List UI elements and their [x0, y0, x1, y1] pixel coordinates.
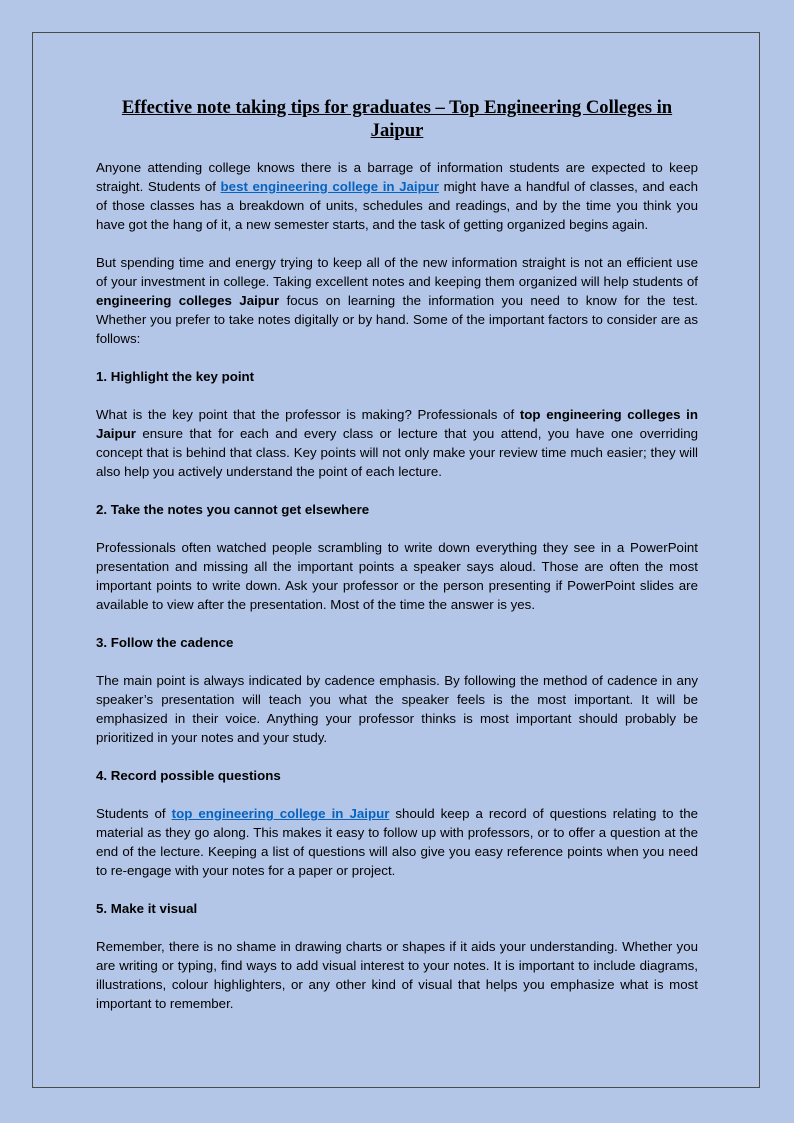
section-heading-4: 4. Record possible questions	[96, 768, 281, 783]
top-engineering-college-link[interactable]: top engineering college in Jaipur	[171, 806, 390, 821]
best-engineering-college-link[interactable]: best engineering college in Jaipur	[220, 179, 440, 194]
intro-paragraph: Anyone attending college knows there is a barrage of information students are expected to keep straight. Students of best engineering college in Jaipur might have a handful of classes, and each of those classes has a breakdown of units, schedules and readings, and by the time you think you have got the hang of it, a new semester starts, and the task of getting organized begins again.	[96, 160, 698, 232]
section-1-paragraph: What is the key point that the professor is making? Professionals of top engineering colleges in Jaipur ensure that for each and every class or lecture that you attend, you have one overriding concept that is behind that class. Key points will not only make your review time much easier; they will also help you actively understand the point of each lecture.	[96, 407, 698, 479]
section-5-paragraph: Remember, there is no shame in drawing charts or shapes if it aids your understanding. Whether you are writing or typing, find ways to add visual interest to your notes. It is important to include diagrams, illustrations, colour highlighters, or any other kind of visual that helps you emphasize what is most important to remember.	[96, 939, 698, 1011]
bold-keyword: engineering colleges Jaipur	[96, 293, 280, 308]
section-heading-5: 5. Make it visual	[96, 901, 198, 916]
section-2-paragraph: Professionals often watched people scrambling to write down everything they see in a PowerPoint presentation and missing all the important points a speaker says aloud. Those are often the most important points to write down. Ask your professor or the person presenting if PowerPoint slides are available to view after the presentation. Most of the time the answer is yes.	[96, 540, 698, 612]
document-title: Effective note taking tips for graduates – Top Engineering Colleges in Jaipur	[121, 97, 673, 141]
section-heading-2: 2. Take the notes you cannot get elsewhere	[96, 502, 370, 517]
bold-keyword: top engineering colleges in Jaipur	[96, 407, 698, 441]
document-body	[96, 96, 698, 1032]
section-heading-1: 1. Highlight the key point	[96, 369, 255, 384]
section-heading-3: 3. Follow the cadence	[96, 635, 234, 650]
second-paragraph: But spending time and energy trying to keep all of the new information straight is not an efficient use of your investment in college. Taking excellent notes and keeping them organized will help students of engineering colleges Jaipur focus on learning the information you need to know for the test. Whether you prefer to take notes digitally or by hand. Some of the important factors to consider are as follows:	[96, 255, 698, 346]
section-4-paragraph: Students of top engineering college in Jaipur should keep a record of questions relating to the material as they go along. This makes it easy to follow up with professors, or to offer a question at the end of the lecture. Keeping a list of questions will also give you easy reference points when you need to re-engage with your notes for a paper or project.	[96, 806, 698, 878]
section-3-paragraph: The main point is always indicated by cadence emphasis. By following the method of cadence in any speaker’s presentation will teach you what the speaker feels is the most important. It will be emphasized in their voice. Anything your professor thinks is most important should probably be prioritized in your notes and your study.	[96, 673, 698, 745]
